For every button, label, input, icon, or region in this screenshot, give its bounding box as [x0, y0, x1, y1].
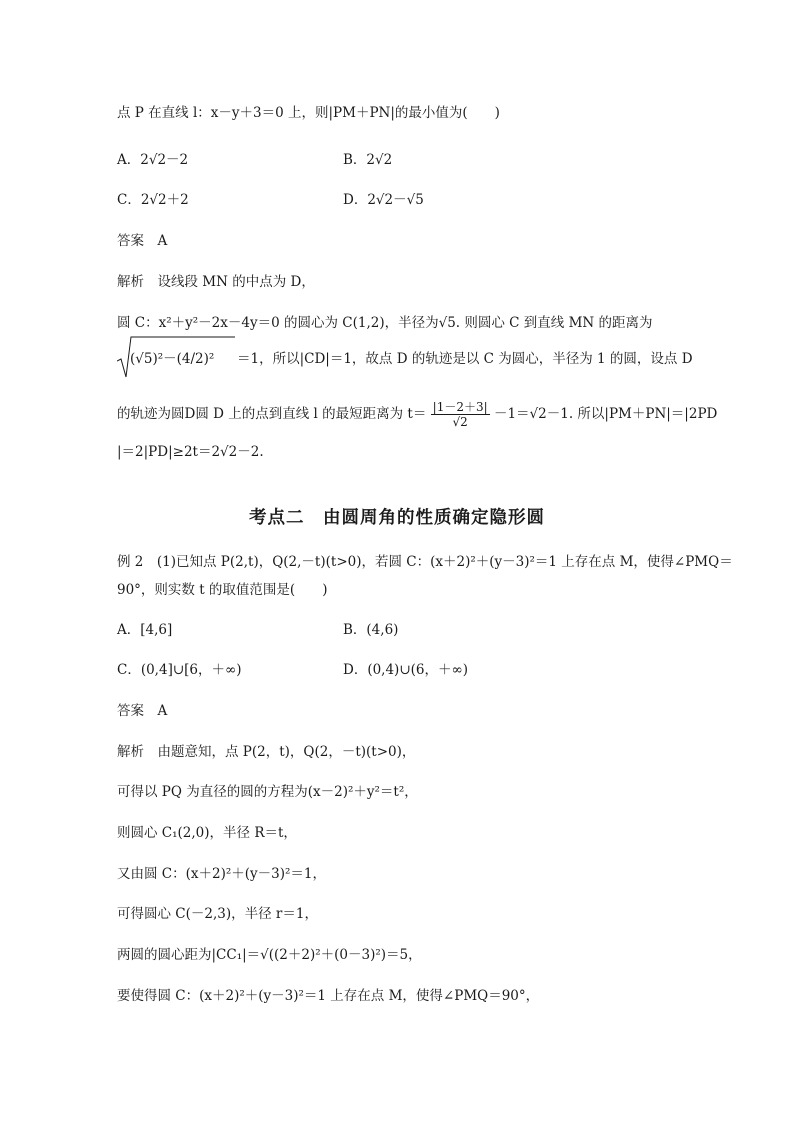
section-heading: 考点二 由圆周角的性质确定隐形圆	[249, 508, 545, 528]
option-d: D．2√2－√5	[343, 192, 424, 208]
option-c: C．(0,4]∪[6，＋∞)	[117, 662, 242, 678]
analysis-line: 两圆的圆心距为|CC₁|＝√((2＋2)²＋(0－3)²)＝5，	[117, 947, 422, 963]
analysis-line: 圆 C：x²＋y²－2x－4y＝0 的圆心为 C(1,2)，半径为√5. 则圆心 C 到直线 MN 的距离为	[117, 315, 653, 331]
analysis-line: 可得圆心 C(－2,3)，半径 r＝1，	[117, 906, 318, 922]
option-a: A．2√2－2	[117, 152, 189, 168]
option-a: A．[4,6]	[117, 622, 173, 638]
question-stem: 90°，则实数 t 的取值范围是( )	[117, 582, 328, 598]
option-b: B．2√2	[343, 152, 393, 168]
analysis-line	[117, 400, 717, 429]
analysis-line: |＝2|PD|≥2t＝2√2－2.	[117, 444, 264, 460]
answer-label: 答案 A	[117, 233, 168, 249]
analysis-line: 则圆心 C₁(2,0)，半径 R＝t，	[117, 825, 297, 841]
analysis-line: 解析 由题意知，点 P(2，t)，Q(2，－t)(t>0)，	[117, 744, 416, 760]
question-stem: 点 P 在直线 l：x－y＋3＝0 上，则|PM＋PN|的最小值为( )	[117, 105, 500, 121]
analysis-line: 要使得圆 C：(x＋2)²＋(y－3)²＝1 上存在点 M，使得∠PMQ＝90°，	[117, 988, 540, 1004]
distance-fraction	[431, 400, 490, 429]
fraction-denominator: √2	[452, 415, 468, 429]
answer-label: 答案 A	[117, 703, 168, 719]
analysis-text: －1＝√2－1. 所以|PM＋PN|＝|2PD	[493, 406, 718, 422]
fraction-numerator: |1－2＋3|	[432, 400, 488, 414]
question-stem: 例 2 (1)已知点 P(2,t)，Q(2,－t)(t>0)，若圆 C：(x＋2)²＋(y－3)²＝1 上存在点 M，使得∠PMQ＝	[117, 554, 733, 570]
analysis-line: 又由圆 C：(x＋2)²＋(y－3)²＝1，	[117, 866, 327, 882]
radical-expression: (√5)²－(4/2)²	[130, 351, 215, 367]
option-d: D．(0,4)∪(6，＋∞)	[343, 662, 469, 678]
analysis-line: ＝1，所以|CD|＝1，故点 D 的轨迹是以 C 为圆心，半径为 1 的圆，设点 D	[237, 351, 693, 367]
analysis-text: 的轨迹为圆D圆 D 上的点到直线 l 的最短距离为 t＝	[117, 406, 427, 422]
analysis-intro: 解析 设线段 MN 的中点为 D，	[117, 274, 315, 290]
analysis-line: 可得以 PQ 为直径的圆的方程为(x－2)²＋y²＝t²，	[117, 784, 418, 800]
option-b: B．(4,6)	[343, 622, 399, 638]
option-c: C．2√2＋2	[117, 192, 189, 208]
